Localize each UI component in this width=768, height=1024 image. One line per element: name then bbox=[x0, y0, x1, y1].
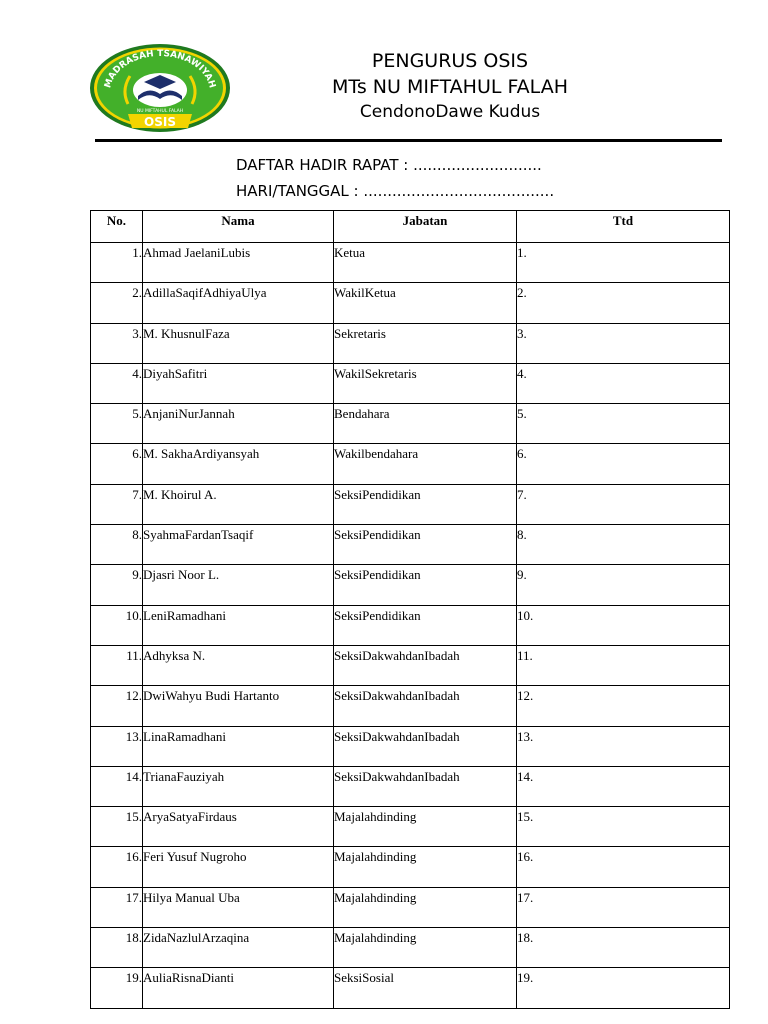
member-position: SeksiDakwahdanIbadah bbox=[334, 645, 517, 685]
member-position: SeksiDakwahdanIbadah bbox=[334, 766, 517, 806]
row-number: 11. bbox=[91, 645, 143, 685]
table-row bbox=[91, 928, 730, 968]
column-header-no: No. bbox=[91, 211, 143, 243]
table-row bbox=[91, 645, 730, 685]
row-number: 17. bbox=[91, 887, 143, 927]
member-name: Adhyksa N. bbox=[143, 645, 334, 685]
row-number: 14. bbox=[91, 766, 143, 806]
header-school: MTs NU MIFTAHUL FALAH bbox=[332, 76, 568, 98]
row-number: 16. bbox=[91, 847, 143, 887]
member-name: M. Khoirul A. bbox=[143, 484, 334, 524]
osis-logo bbox=[88, 42, 232, 134]
header-location: CendonoDawe Kudus bbox=[359, 102, 541, 122]
signature-cell: 16. bbox=[517, 847, 730, 887]
table-row bbox=[91, 444, 730, 484]
signature-cell: 19. bbox=[517, 968, 730, 1008]
member-name: AnjaniNurJannah bbox=[143, 404, 334, 444]
logo-arc-text: MADRASAH TSANAWIYAH bbox=[103, 48, 217, 90]
table-header-row bbox=[91, 211, 730, 243]
header-title: PENGURUS OSIS bbox=[371, 50, 529, 72]
member-name: Ahmad JaelaniLubis bbox=[143, 243, 334, 283]
member-position: SeksiPendidikan bbox=[334, 565, 517, 605]
signature-cell: 13. bbox=[517, 726, 730, 766]
column-header-name: Nama bbox=[143, 211, 334, 243]
table-row bbox=[91, 887, 730, 927]
table-row bbox=[91, 807, 730, 847]
member-position: Bendahara bbox=[334, 404, 517, 444]
member-name: AuliaRisnaDianti bbox=[143, 968, 334, 1008]
signature-cell: 2. bbox=[517, 283, 730, 323]
attendance-rows bbox=[91, 243, 730, 1009]
table-row bbox=[91, 525, 730, 565]
member-name: M. SakhaArdiyansyah bbox=[143, 444, 334, 484]
signature-cell: 7. bbox=[517, 484, 730, 524]
row-number: 15. bbox=[91, 807, 143, 847]
signature-cell: 8. bbox=[517, 525, 730, 565]
meeting-title-line: DAFTAR HADIR RAPAT : ........................... bbox=[236, 156, 542, 174]
row-number: 12. bbox=[91, 686, 143, 726]
header-divider bbox=[95, 139, 722, 142]
member-position: Ketua bbox=[334, 243, 517, 283]
member-position: SeksiPendidikan bbox=[334, 525, 517, 565]
row-number: 18. bbox=[91, 928, 143, 968]
signature-cell: 4. bbox=[517, 363, 730, 403]
member-name: TrianaFauziyah bbox=[143, 766, 334, 806]
row-number: 10. bbox=[91, 605, 143, 645]
table-row bbox=[91, 847, 730, 887]
member-name: AryaSatyaFirdaus bbox=[143, 807, 334, 847]
signature-cell: 11. bbox=[517, 645, 730, 685]
table-row bbox=[91, 404, 730, 444]
member-position: Majalahdinding bbox=[334, 807, 517, 847]
member-position: SeksiPendidikan bbox=[334, 484, 517, 524]
member-name: Djasri Noor L. bbox=[143, 565, 334, 605]
row-number: 5. bbox=[91, 404, 143, 444]
member-name: Hilya Manual Uba bbox=[143, 887, 334, 927]
signature-cell: 17. bbox=[517, 887, 730, 927]
table-row bbox=[91, 726, 730, 766]
member-position: SeksiSosial bbox=[334, 968, 517, 1008]
signature-cell: 1. bbox=[517, 243, 730, 283]
member-position: WakilSekretaris bbox=[334, 363, 517, 403]
member-position: WakilKetua bbox=[334, 283, 517, 323]
member-position: SeksiDakwahdanIbadah bbox=[334, 686, 517, 726]
row-number: 2. bbox=[91, 283, 143, 323]
member-position: Majalahdinding bbox=[334, 847, 517, 887]
row-number: 3. bbox=[91, 323, 143, 363]
row-number: 7. bbox=[91, 484, 143, 524]
table-row bbox=[91, 605, 730, 645]
logo-banner-text: OSIS bbox=[144, 115, 176, 129]
member-name: ZidaNazlulArzaqina bbox=[143, 928, 334, 968]
row-number: 13. bbox=[91, 726, 143, 766]
member-name: Feri Yusuf Nugroho bbox=[143, 847, 334, 887]
meeting-date-line: HARI/TANGGAL : ........................................ bbox=[236, 182, 555, 200]
member-name: DiyahSafitri bbox=[143, 363, 334, 403]
table-row bbox=[91, 686, 730, 726]
signature-cell: 3. bbox=[517, 323, 730, 363]
table-row bbox=[91, 283, 730, 323]
row-number: 1. bbox=[91, 243, 143, 283]
member-name: M. KhusnulFaza bbox=[143, 323, 334, 363]
signature-cell: 9. bbox=[517, 565, 730, 605]
row-number: 4. bbox=[91, 363, 143, 403]
row-number: 6. bbox=[91, 444, 143, 484]
table-row bbox=[91, 766, 730, 806]
table-row bbox=[91, 484, 730, 524]
member-position: Majalahdinding bbox=[334, 887, 517, 927]
member-name: AdillaSaqifAdhiyaUlya bbox=[143, 283, 334, 323]
member-position: Sekretaris bbox=[334, 323, 517, 363]
member-name: DwiWahyu Budi Hartanto bbox=[143, 686, 334, 726]
signature-cell: 18. bbox=[517, 928, 730, 968]
column-header-signature: Ttd bbox=[517, 211, 730, 243]
attendance-table bbox=[90, 210, 730, 1009]
signature-cell: 5. bbox=[517, 404, 730, 444]
signature-cell: 6. bbox=[517, 444, 730, 484]
member-name: SyahmaFardanTsaqif bbox=[143, 525, 334, 565]
signature-cell: 14. bbox=[517, 766, 730, 806]
table-row bbox=[91, 565, 730, 605]
table-row bbox=[91, 243, 730, 283]
table-row bbox=[91, 968, 730, 1008]
column-header-position: Jabatan bbox=[334, 211, 517, 243]
signature-cell: 15. bbox=[517, 807, 730, 847]
table-row bbox=[91, 323, 730, 363]
member-position: SeksiDakwahdanIbadah bbox=[334, 726, 517, 766]
member-name: LinaRamadhani bbox=[143, 726, 334, 766]
signature-cell: 12. bbox=[517, 686, 730, 726]
signature-cell: 10. bbox=[517, 605, 730, 645]
member-position: Wakilbendahara bbox=[334, 444, 517, 484]
row-number: 9. bbox=[91, 565, 143, 605]
logo-small-text: NU MIFTAHUL FALAH bbox=[136, 109, 184, 114]
row-number: 8. bbox=[91, 525, 143, 565]
table-row bbox=[91, 363, 730, 403]
row-number: 19. bbox=[91, 968, 143, 1008]
member-position: Majalahdinding bbox=[334, 928, 517, 968]
member-position: SeksiPendidikan bbox=[334, 605, 517, 645]
member-name: LeniRamadhani bbox=[143, 605, 334, 645]
